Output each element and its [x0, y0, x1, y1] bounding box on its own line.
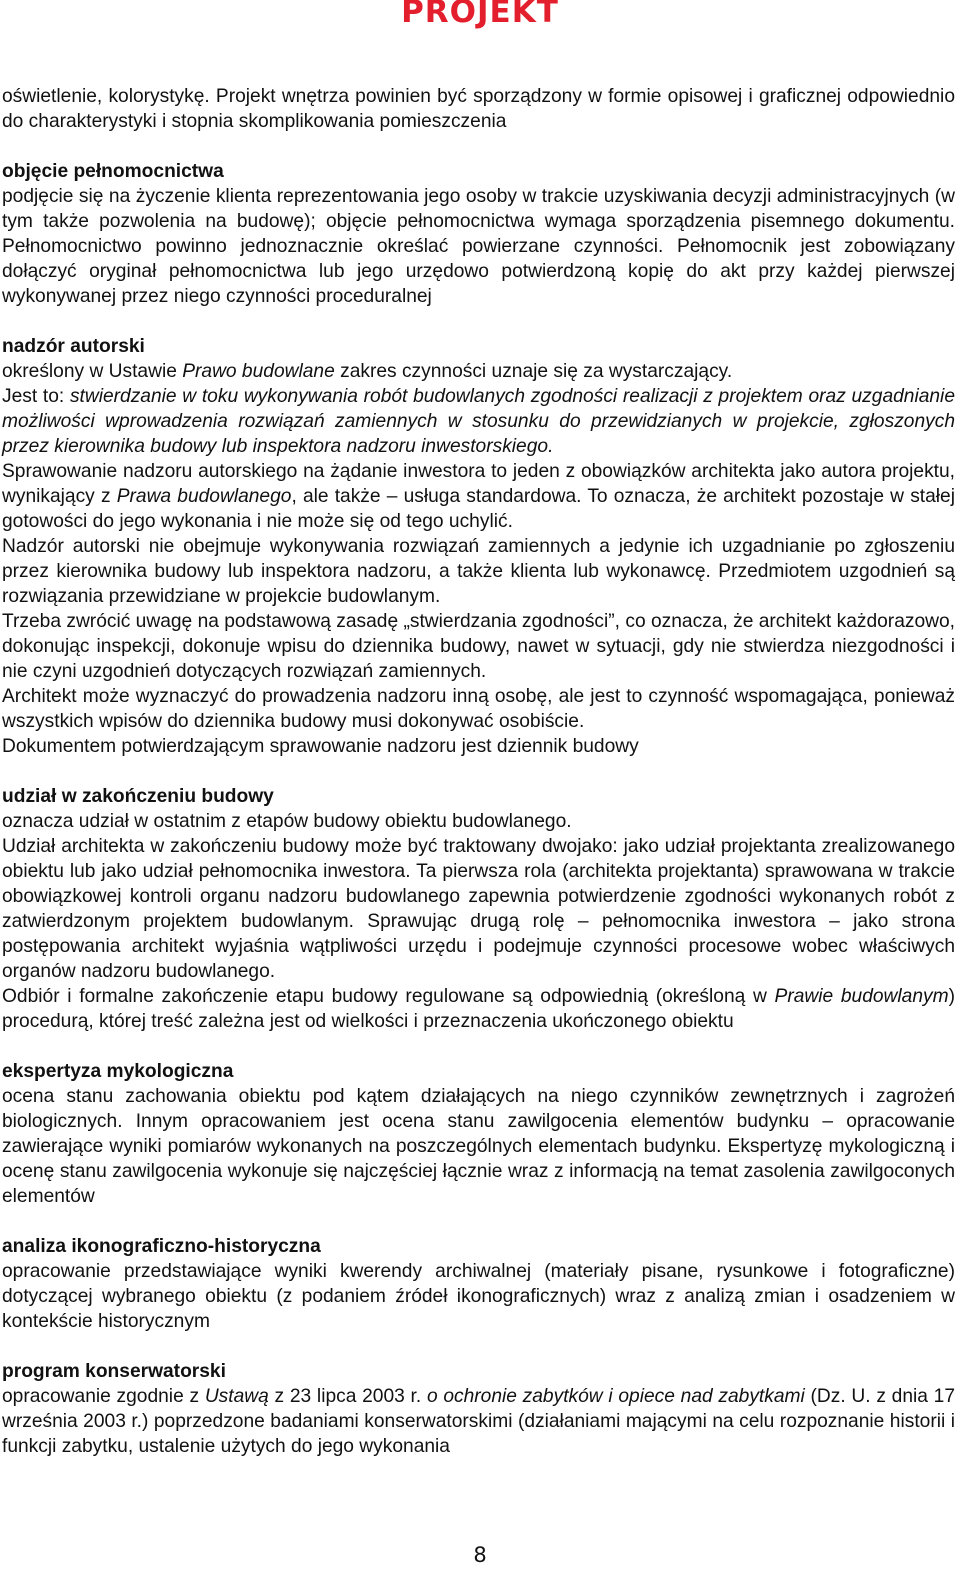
paragraph: Sprawowanie nadzoru autorskiego na żądanie inwestora to jeden z obowiązków architekta jako autora projektu, wynikający z Prawa budowlanego, ale także – usługa standardowa. To oznacza, że architekt pozostaje w stałej gotowości do jego wykonania i nie może się od tego uchylić. [2, 461, 955, 532]
section-heading-nadzor: nadzór autorski [2, 336, 145, 357]
document-body [2, 84, 955, 1459]
paragraph: Architekt może wyznaczyć do prowadzenia nadzoru inną osobę, ale jest to czynność wspomagająca, ponieważ wszystkich wpisów do dziennika budowy musi dokonywać osobiście. [2, 686, 955, 732]
section-heading-ikonografia: analiza ikonograficzno-historyczna [2, 1236, 321, 1257]
paragraph: Nadzór autorski nie obejmuje wykonywania rozwiązań zamiennych a jedynie ich uzgadnianie po zgłoszeniu przez kierownika budowy lub inspektora nadzoru, a także klienta lub wykonawcę. Przedmiotem uzgodnień są rozwiązania przewidziane w projekcie budowlanym. [2, 536, 955, 607]
paragraph: określony w Ustawie Prawo budowlane zakres czynności uznaje się za wystarczający. [2, 361, 733, 382]
project-stamp: PROJEKT [401, 0, 559, 30]
paragraph: Trzeba zwrócić uwagę na podstawową zasadę „stwierdzania zgodności”, co oznacza, że architekt każdorazowo, dokonując inspekcji, dokonuje wpisu do dziennika budowy, nawet w sytuacji, gdy nie stwierdza niezgodności i nie czyni uzgodnień dotyczących rozwiązań zamiennych. [2, 611, 955, 682]
section-heading-pelnomocnictwo: objęcie pełnomocnictwa [2, 161, 224, 182]
paragraph: Odbiór i formalne zakończenie etapu budowy regulowane są odpowiednią (określoną w Prawie budowlanym) procedurą, której treść zależna jest od wielkości i przeznaczenia ukończonego obiektu [2, 986, 955, 1032]
paragraph: oznacza udział w ostatnim z etapów budowy obiektu budowlanego. [2, 811, 572, 832]
section-heading-konserwacja: program konserwatorski [2, 1361, 226, 1382]
intro-paragraph: oświetlenie, kolorystykę. Projekt wnętrza powinien być sporządzony w formie opisowej i graficznej odpowiednio do charakterystyki i stopnia skomplikowania pomieszczenia [2, 86, 955, 132]
paragraph: ocena stanu zachowania obiektu pod kątem działających na niego czynników zewnętrznych i zagrożeń biologicznych. Innym opracowaniem jest ocena stanu zawilgocenia elementów budynku – opracowanie zawierające wyniki pomiarów wykonanych na poszczególnych elementach budynku. Ekspertyzę mykologiczną i ocenę stanu zawilgocenia wykonuje się najczęściej łącznie wraz z informacją na temat zasolenia zawilgoconych elementów [2, 1086, 955, 1207]
section-heading-mykologia: ekspertyza mykologiczna [2, 1061, 234, 1082]
paragraph: opracowanie zgodnie z Ustawą z 23 lipca 2003 r. o ochronie zabytków i opiece nad zabytkami (Dz. U. z dnia 17 września 2003 r.) poprzedzone badaniami konserwatorskimi (działaniami mającymi na celu rozpoznanie historii i funkcji zabytku, ustalenie użytych do jego wykonania [2, 1386, 956, 1457]
paragraph: opracowanie przedstawiające wyniki kwerendy archiwalnej (materiały pisane, rysunkowe i fotograficzne) dotyczącej wybranego obiektu (z podaniem źródeł ikonograficznych) wraz z analizą zmian i osadzeniem w kontekście historycznym [2, 1261, 955, 1332]
page-number: 8 [473, 1543, 487, 1567]
paragraph: Dokumentem potwierdzającym sprawowanie nadzoru jest dziennik budowy [2, 736, 639, 757]
paragraph: Jest to: stwierdzanie w toku wykonywania robót budowlanych zgodności realizacji z projektem oraz uzgadnianie możliwości wprowadzenia rozwiązań zamiennych w stosunku do przewidzianych w projekcie, zgłoszonych przez kierownika budowy lub inspektora nadzoru inwestorskiego. [2, 386, 955, 457]
paragraph: podjęcie się na życzenie klienta reprezentowania jego osoby w trakcie uzyskiwania decyzji administracyjnych (w tym także pozwolenia na budowę); objęcie pełnomocnictwa wymaga sporządzenia pisemnego dokumentu. Pełnomocnictwo powinno jednoznacznie określać powierzane czynności. Pełnomocnik jest zobowiązany dołączyć oryginał pełnomocnictwa lub jego urzędowo potwierdzoną kopię do akt przy każdej pierwszej wykonywanej przez niego czynności proceduralnej [2, 186, 955, 307]
paragraph: Udział architekta w zakończeniu budowy może być traktowany dwojako: jako udział projektanta zrealizowanego obiektu lub jako udział pełnomocnika inwestora. Ta pierwsza rola (architekta projektanta) sprawowana w trakcie obowiązkowej kontroli organu nadzoru budowlanego zapewnia potwierdzenie zgodności wykonanych robót z zatwierdzonym projektem budowlanym. Sprawując drugą rolę – pełnomocnika inwestora – jako strona postępowania architekt wyjaśnia wątpliwości urzędu i podejmuje czynności procesowe wobec właściwych organów nadzoru budowlanego. [2, 836, 955, 982]
section-heading-zakonczenie: udział w zakończeniu budowy [2, 786, 274, 807]
